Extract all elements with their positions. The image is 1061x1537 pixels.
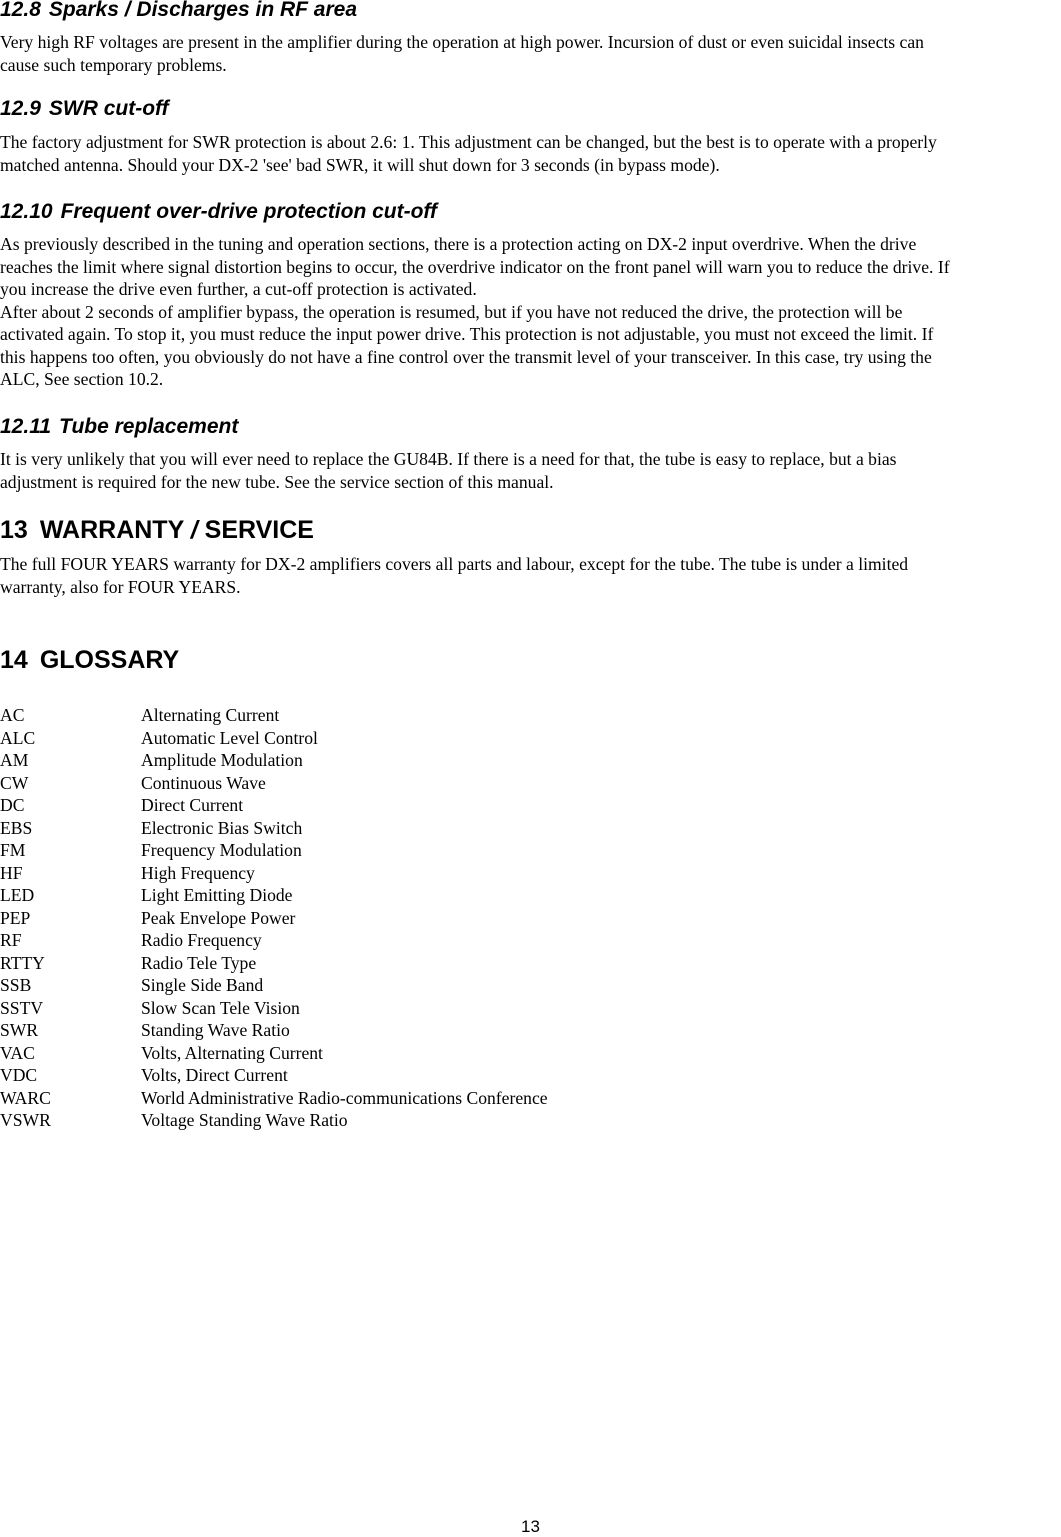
glossary-item bbox=[0, 772, 548, 795]
text-line: Very high RF voltages are present in the amplifier during the operation at high power. Incursion of dust or even suicidal insects can bbox=[0, 32, 924, 52]
heading-12-9 bbox=[0, 97, 169, 121]
glossary-meaning: Electronic Bias Switch bbox=[141, 817, 303, 838]
glossary-meaning: Amplitude Modulation bbox=[141, 750, 303, 770]
glossary-abbreviation: HF bbox=[0, 862, 23, 883]
glossary-item bbox=[0, 862, 548, 885]
text-line: ALC, See section 10.2. bbox=[0, 369, 164, 389]
glossary-abbreviation: EBS bbox=[0, 817, 33, 838]
glossary-abbreviation: DC bbox=[0, 795, 25, 815]
glossary-item bbox=[0, 1087, 548, 1110]
heading-title-part2: SERVICE bbox=[197, 516, 314, 544]
heading-title-slash: / bbox=[190, 516, 198, 544]
heading-title: Tube replacement bbox=[59, 415, 239, 438]
glossary-abbreviation: ALC bbox=[0, 727, 36, 748]
glossary-meaning: Automatic Level Control bbox=[141, 727, 318, 748]
text-line: activated again. To stop it, you must reduce the input power drive. This protection is not adjustable, you must not exceed the limit. If bbox=[0, 324, 934, 344]
glossary-meaning: Peak Envelope Power bbox=[141, 907, 296, 928]
text-line: The full FOUR YEARS warranty for DX-2 amplifiers covers all parts and labour, except for the tube. The tube is under a limited bbox=[0, 554, 909, 574]
heading-title: SWR cut-off bbox=[48, 97, 169, 120]
glossary-meaning: Continuous Wave bbox=[141, 772, 266, 793]
glossary-meaning: Standing Wave Ratio bbox=[141, 1020, 290, 1040]
glossary-meaning: World Administrative Radio-communications Conference bbox=[141, 1087, 548, 1108]
text-line: you increase the drive even further, a cut-off protection is activated. bbox=[0, 279, 477, 299]
heading-title-part1: WARRANTY bbox=[39, 516, 191, 544]
glossary-item bbox=[0, 704, 548, 727]
glossary-item bbox=[0, 884, 548, 907]
text-line: reaches the limit where signal distortion begins to occur, the overdrive indicator on the front panel will warn you to reduce the drive. If bbox=[0, 256, 950, 277]
glossary-item bbox=[0, 974, 548, 997]
glossary-abbreviation: VDC bbox=[0, 1065, 38, 1085]
heading-title: Sparks / Discharges in RF area bbox=[48, 0, 358, 21]
text-line: It is very unlikely that you will ever need to replace the GU84B. If there is a need for that, the tube is easy to replace, but a bias bbox=[0, 449, 897, 469]
text-line: As previously described in the tuning and operation sections, there is a protection acting on DX-2 input overdrive. When the drive bbox=[0, 234, 917, 254]
glossary-meaning: Slow Scan Tele Vision bbox=[141, 997, 300, 1018]
glossary-abbreviation: SSB bbox=[0, 975, 32, 995]
glossary-item bbox=[0, 817, 548, 840]
glossary-meaning: Volts, Alternating Current bbox=[141, 1042, 323, 1063]
glossary-meaning: Light Emitting Diode bbox=[141, 885, 293, 905]
glossary-list bbox=[0, 704, 548, 1132]
heading-14 bbox=[0, 645, 179, 675]
text-line: matched antenna. Should your DX-2 'see' bad SWR, it will shut down for 3 seconds (in bypass mode). bbox=[0, 154, 720, 175]
glossary-meaning: Voltage Standing Wave Ratio bbox=[141, 1110, 348, 1130]
paragraph-12-9 bbox=[0, 131, 1061, 176]
heading-number: 12.9 bbox=[0, 97, 41, 120]
glossary-abbreviation: VAC bbox=[0, 1042, 35, 1063]
heading-12-10 bbox=[0, 200, 437, 224]
text-line: warranty, also for FOUR YEARS. bbox=[0, 576, 241, 597]
heading-number: 13 bbox=[0, 516, 28, 544]
glossary-meaning: Radio Frequency bbox=[141, 930, 262, 950]
heading-title: GLOSSARY bbox=[39, 646, 180, 674]
text-line: After about 2 seconds of amplifier bypass, the operation is resumed, but if you have not reduced the drive, the protection will be bbox=[0, 301, 903, 322]
glossary-abbreviation: AC bbox=[0, 705, 25, 725]
glossary-abbreviation: VSWR bbox=[0, 1110, 51, 1130]
glossary-item bbox=[0, 839, 548, 862]
glossary-abbreviation: SWR bbox=[0, 1020, 39, 1040]
heading-12-11 bbox=[0, 415, 238, 439]
glossary-item bbox=[0, 749, 548, 772]
heading-number: 12.10 bbox=[0, 200, 53, 223]
glossary-item bbox=[0, 727, 548, 750]
glossary-meaning: Single Side Band bbox=[141, 975, 264, 995]
glossary-meaning: Direct Current bbox=[141, 795, 244, 815]
glossary-meaning: High Frequency bbox=[141, 862, 255, 883]
glossary-meaning: Radio Tele Type bbox=[141, 952, 257, 973]
glossary-abbreviation: RTTY bbox=[0, 952, 45, 973]
paragraph-12-8 bbox=[0, 31, 1061, 76]
glossary-item bbox=[0, 1064, 548, 1087]
heading-number: 14 bbox=[0, 646, 28, 674]
glossary-item bbox=[0, 794, 548, 817]
paragraph-13 bbox=[0, 553, 1061, 598]
text-line: The factory adjustment for SWR protection is about 2.6: 1. This adjustment can be changed, but the best is to operate with a properly bbox=[0, 132, 937, 152]
glossary-abbreviation: PEP bbox=[0, 907, 31, 928]
glossary-abbreviation: SSTV bbox=[0, 997, 44, 1018]
glossary-item bbox=[0, 997, 548, 1020]
paragraph-12-10 bbox=[0, 233, 1061, 391]
heading-12-8 bbox=[0, 0, 357, 22]
heading-number: 12.11 bbox=[0, 415, 51, 438]
glossary-meaning: Volts, Direct Current bbox=[141, 1065, 288, 1085]
glossary-abbreviation: WARC bbox=[0, 1087, 51, 1108]
page-number: 13 bbox=[521, 1517, 540, 1536]
glossary-abbreviation: CW bbox=[0, 772, 29, 793]
glossary-item bbox=[0, 929, 548, 952]
glossary-item bbox=[0, 907, 548, 930]
glossary-abbreviation: RF bbox=[0, 930, 22, 950]
glossary-abbreviation: LED bbox=[0, 885, 35, 905]
text-line: cause such temporary problems. bbox=[0, 54, 227, 75]
glossary-item bbox=[0, 1019, 548, 1042]
heading-13 bbox=[0, 515, 314, 545]
heading-number: 12.8 bbox=[0, 0, 41, 21]
glossary-item bbox=[0, 1042, 548, 1065]
text-line: this happens too often, you obviously do not have a fine control over the transmit level of your transceiver. In this case, try using the bbox=[0, 346, 932, 367]
glossary-item bbox=[0, 952, 548, 975]
text-line: adjustment is required for the new tube. See the service section of this manual. bbox=[0, 471, 554, 492]
paragraph-12-11 bbox=[0, 448, 1061, 493]
glossary-item bbox=[0, 1109, 548, 1132]
glossary-abbreviation: AM bbox=[0, 750, 29, 770]
heading-title: Frequent over-drive protection cut-off bbox=[60, 200, 438, 223]
glossary-meaning: Alternating Current bbox=[141, 705, 280, 725]
glossary-meaning: Frequency Modulation bbox=[141, 840, 302, 860]
glossary-abbreviation: FM bbox=[0, 840, 26, 860]
